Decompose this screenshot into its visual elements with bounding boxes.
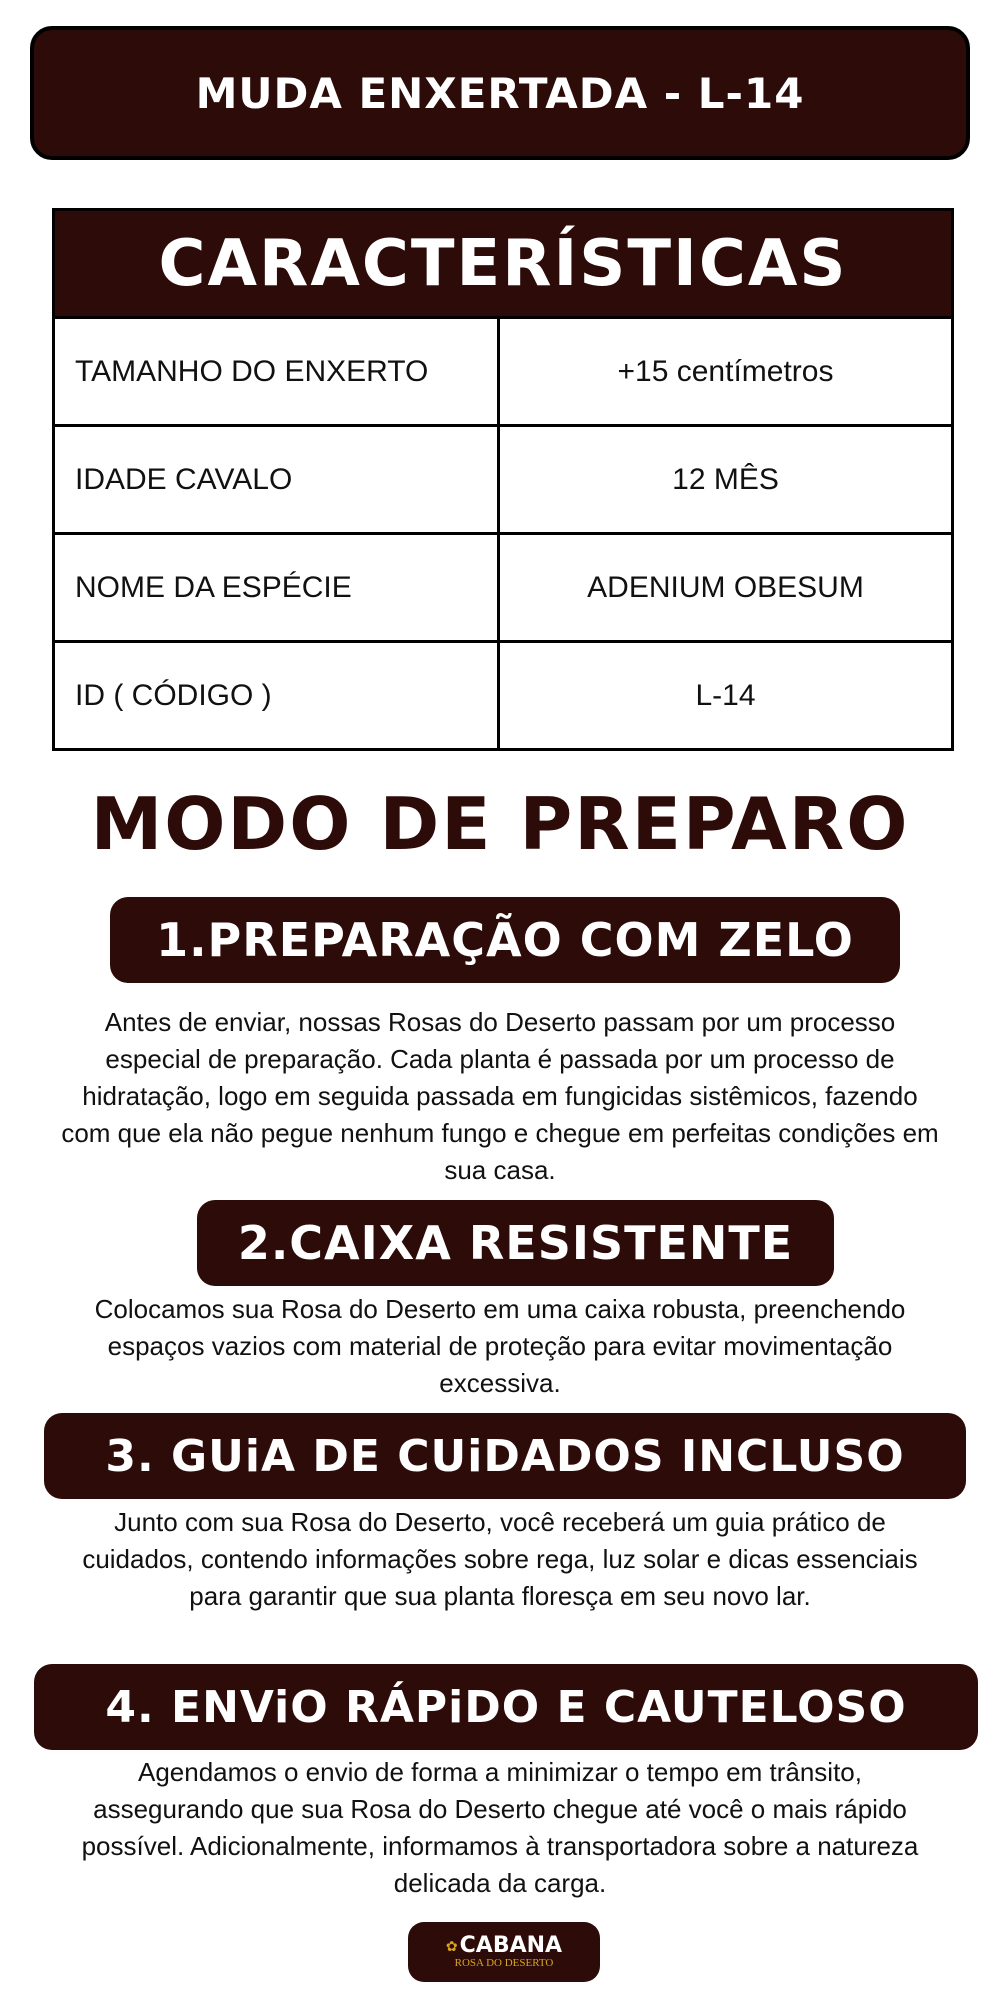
table-row — [55, 427, 951, 535]
characteristics-table — [52, 208, 954, 751]
step-title-text: 2.CAIXA RESISTENTE — [237, 1216, 794, 1270]
row-label: IDADE CAVALO — [55, 427, 500, 532]
step-title-text: 1.PREPARAÇÃO COM ZELO — [156, 913, 854, 967]
row-value: ADENIUM OBESUM — [587, 570, 864, 604]
step-3-title — [44, 1413, 966, 1499]
logo-wordmark — [446, 1935, 562, 1957]
row-label: TAMANHO DO ENXERTO — [55, 319, 500, 424]
page-title: MUDA ENXERTADA - L-14 — [195, 68, 805, 118]
row-label: ID ( CÓDIGO ) — [55, 643, 500, 748]
preparo-heading: MODO DE PREPARO — [90, 782, 910, 866]
logo-name: CABANA — [459, 1933, 563, 1958]
logo-tagline: ROSA DO DESERTO — [454, 1957, 554, 1969]
step-title-text: 4. ENViO RÁPiDO E CAUTELOSO — [105, 1681, 907, 1733]
step-3-text: Junto com sua Rosa do Deserto, você receberá um guia prático de cuidados, contendo informações sobre rega, luz solar e dicas essenciais para garantir que sua planta floresça em seu novo lar. — [82, 1507, 918, 1611]
table-row — [55, 643, 951, 748]
row-label: NOME DA ESPÉCIE — [55, 535, 500, 640]
table-row — [55, 535, 951, 643]
row-value: 12 MÊS — [672, 462, 779, 496]
table-row — [55, 319, 951, 427]
step-2-text: Colocamos sua Rosa do Deserto em uma caixa robusta, preenchendo espaços vazios com material de proteção para evitar movimentação excessiva. — [94, 1294, 906, 1398]
row-value: +15 centímetros — [617, 354, 834, 388]
step-4-text: Agendamos o envio de forma a minimizar o tempo em trânsito, assegurando que sua Rosa do Deserto chegue até você o mais rápido possível. Adicionalmente, informamos à transportadora sobre a natureza delicada da carga. — [81, 1757, 919, 1898]
characteristics-title: CARACTERÍSTICAS — [55, 211, 951, 319]
step-1-title — [110, 897, 900, 983]
step-1-text: Antes de enviar, nossas Rosas do Deserto passam por um processo especial de preparação. Cada planta é passada por um processo de hidratação, logo em seguida passada em fungicidas sistêmicos, fazendo com que ela não pegue nenhum fungo e chegue em perfeitas condições em sua casa. — [61, 1007, 939, 1185]
step-4-title — [34, 1664, 978, 1750]
step-2-title — [197, 1200, 834, 1286]
cabana-logo — [408, 1922, 600, 1982]
row-value: L-14 — [695, 678, 756, 712]
header-banner — [30, 26, 970, 160]
flower-icon: ✿ — [445, 1937, 458, 1954]
step-title-text: 3. GUiA DE CUiDADOS INCLUSO — [105, 1430, 905, 1482]
